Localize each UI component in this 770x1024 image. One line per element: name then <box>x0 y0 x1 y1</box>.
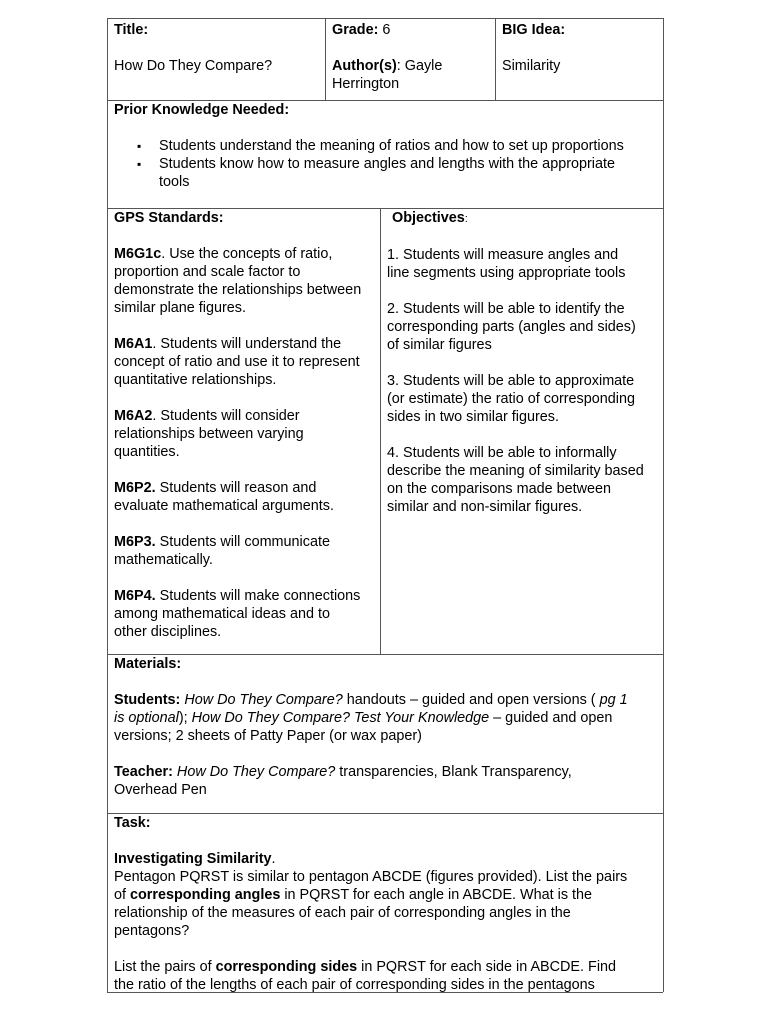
prior-knowledge-heading: Prior Knowledge Needed: <box>114 102 290 118</box>
task-text: in PQRST for each angle in ABCDE. What is the <box>280 887 593 903</box>
standard-text: other disciplines. <box>114 624 222 640</box>
gps-standards-heading: GPS Standards: <box>114 210 224 226</box>
standard-text: proportion and scale factor to <box>114 264 301 280</box>
standard-line <box>114 245 376 263</box>
task-paragraph-line: relationship of the measures of each pair of corresponding angles in the <box>114 905 571 921</box>
standard-code: M6A1 <box>114 336 153 352</box>
task-cell <box>114 814 659 994</box>
task-subheading-line <box>114 850 659 868</box>
grade-value: 6 <box>382 22 391 38</box>
objective-line: (or estimate) the ratio of corresponding <box>387 391 635 407</box>
objective-line: on the comparisons made between <box>387 481 611 497</box>
materials-text: transparencies, Blank Transparency, <box>335 764 572 780</box>
task-paragraph-line: the ratio of the lengths of each pair of corresponding sides in the pentagons <box>114 977 595 993</box>
standard-line <box>114 299 376 317</box>
teacher-label: Teacher: <box>114 764 173 780</box>
task-paragraph-line <box>114 958 659 976</box>
standard-line <box>114 533 376 551</box>
standard-text: quantities. <box>114 444 180 460</box>
task-paragraph-line <box>114 886 659 904</box>
standard-line <box>114 497 376 515</box>
materials-text: handouts – guided and open versions ( <box>342 692 600 708</box>
objective-line: describe the meaning of similarity based <box>387 463 644 479</box>
author-line <box>332 57 492 75</box>
list-item-continuation: tools <box>159 174 190 190</box>
standard-line <box>114 551 376 569</box>
objective-line: 4. Students will be able to informally <box>387 445 617 461</box>
students-materials-line <box>114 691 659 709</box>
grade-author-cell <box>332 21 492 93</box>
task-text: in PQRST for each side in ABCDE. Find <box>357 959 617 975</box>
standard-line <box>114 281 376 299</box>
standard-text: Students will communicate <box>155 534 330 550</box>
title-cell <box>114 21 319 75</box>
objectives-heading-line <box>392 209 659 228</box>
standard-line <box>114 623 376 641</box>
standard-code: M6G1c <box>114 246 162 262</box>
standard-line <box>114 407 376 425</box>
standard-line <box>114 263 376 281</box>
standard-code: M6A2 <box>114 408 153 424</box>
frame-top-border <box>107 18 663 19</box>
column-divider <box>495 18 496 100</box>
standard-line <box>114 335 376 353</box>
objective-line: line segments using appropriate tools <box>387 265 626 281</box>
standard-line <box>114 605 376 623</box>
grade-label: Grade: <box>332 22 379 38</box>
list-item: ▪ Students understand the meaning of ratios and how to set up proportions <box>137 137 659 155</box>
column-divider <box>380 208 381 654</box>
frame-left-border <box>107 18 108 992</box>
standard-line <box>114 353 376 371</box>
title-label: Title: <box>114 22 149 38</box>
author-name-last: Herrington <box>332 76 400 92</box>
handout-title: How Do They Compare? <box>184 692 343 708</box>
objective-line: 2. Students will be able to identify the <box>387 301 625 317</box>
standard-text: demonstrate the relationships between <box>114 282 362 298</box>
objectives-cell <box>387 209 659 516</box>
task-keyword: corresponding angles <box>130 887 281 903</box>
objective-line: corresponding parts (angles and sides) <box>387 319 636 335</box>
standard-text: Students will make connections <box>155 588 361 604</box>
standard-code: M6P3. <box>114 534 156 550</box>
task-subheading: Investigating Similarity <box>114 851 272 867</box>
standard-code: M6P4. <box>114 588 156 604</box>
teacher-materials-line: Overhead Pen <box>114 782 207 798</box>
materials-text: ); <box>178 710 192 726</box>
objective-line: sides in two similar figures. <box>387 409 559 425</box>
standard-text: evaluate mathematical arguments. <box>114 498 334 514</box>
standard-text: . Use the concepts of ratio, <box>161 246 333 262</box>
big-idea-cell <box>502 21 660 75</box>
standard-line <box>114 425 376 443</box>
standard-line <box>114 443 376 461</box>
big-idea-value: Similarity <box>502 58 561 74</box>
handout-title: How Do They Compare? Test Your Knowledge <box>191 710 490 726</box>
students-materials-line <box>114 709 659 727</box>
objective-line: 3. Students will be able to approximate <box>387 373 635 389</box>
standard-text: . Students will understand the <box>152 336 342 352</box>
list-item: ▪ Students know how to measure angles and lengths with the appropriate <box>137 155 659 173</box>
task-paragraph-line: pentagons? <box>114 923 190 939</box>
standard-code: M6P2. <box>114 480 156 496</box>
column-divider <box>325 18 326 100</box>
task-text: of <box>114 887 130 903</box>
materials-cell <box>114 655 659 799</box>
objectives-list <box>387 228 659 516</box>
students-materials-line: versions; 2 sheets of Patty Paper (or wax paper) <box>114 728 422 744</box>
standard-text: Students will reason and <box>155 480 317 496</box>
standard-text: concept of ratio and use it to represent <box>114 354 360 370</box>
frame-right-border <box>663 18 664 992</box>
standard-text: relationships between varying <box>114 426 304 442</box>
prior-knowledge-cell <box>114 101 659 191</box>
task-subheading-period: . <box>271 851 276 867</box>
objectives-heading-colon: : <box>464 213 468 225</box>
author-name-first: : Gayle <box>396 58 443 74</box>
objective-line: of similar figures <box>387 337 492 353</box>
materials-heading: Materials: <box>114 656 182 672</box>
objectives-heading: Objectives <box>392 210 465 226</box>
standard-line <box>114 479 376 497</box>
students-label: Students: <box>114 692 181 708</box>
handout-title: How Do They Compare? <box>176 764 336 780</box>
task-keyword: corresponding sides <box>215 959 358 975</box>
standard-text: similar plane figures. <box>114 300 246 316</box>
task-paragraph-line: Pentagon PQRST is similar to pentagon ABCDE (figures provided). List the pairs <box>114 869 628 885</box>
materials-note: is optional <box>114 710 179 726</box>
objective-line: similar and non-similar figures. <box>387 499 583 515</box>
standard-text: quantitative relationships. <box>114 372 277 388</box>
standard-text: mathematically. <box>114 552 213 568</box>
grade-line <box>332 21 492 39</box>
prior-knowledge-list <box>137 137 659 173</box>
task-text: List the pairs of <box>114 959 216 975</box>
materials-text: – guided and open <box>489 710 613 726</box>
materials-note: pg 1 <box>599 692 628 708</box>
task-heading: Task: <box>114 815 151 831</box>
standard-text: . Students will consider <box>152 408 300 424</box>
teacher-materials-line <box>114 763 659 781</box>
objective-line: 1. Students will measure angles and <box>387 247 619 263</box>
author-label: Author(s) <box>332 58 397 74</box>
standard-line <box>114 587 376 605</box>
gps-standards-cell <box>114 209 376 641</box>
big-idea-label: BIG Idea: <box>502 22 566 38</box>
standard-text: among mathematical ideas and to <box>114 606 330 622</box>
standard-line <box>114 371 376 389</box>
title-value: How Do They Compare? <box>114 58 273 74</box>
standards-list <box>114 227 376 641</box>
